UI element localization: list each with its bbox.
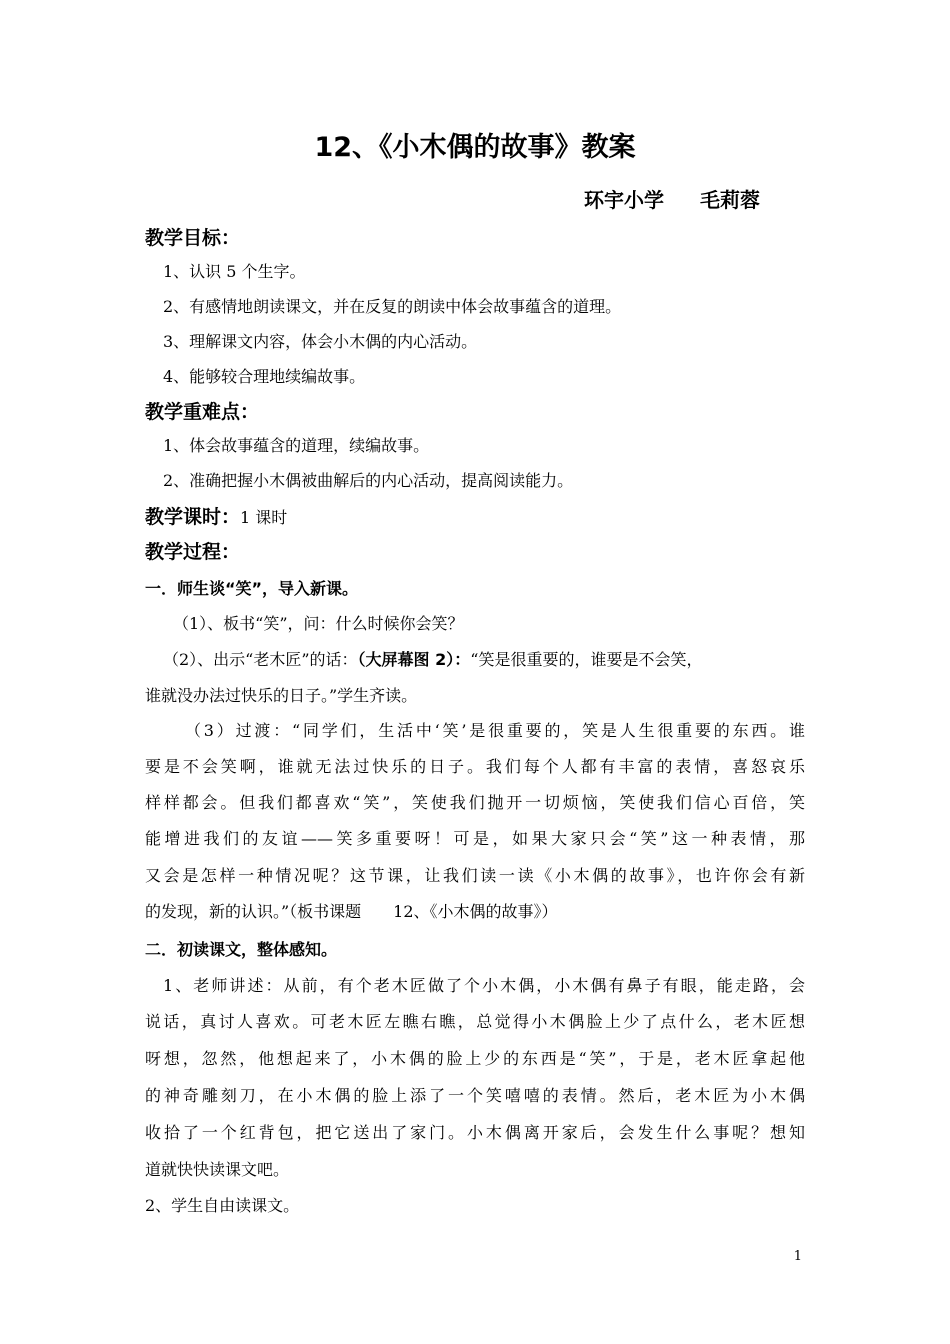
section2-heading: 二．初读课文，整体感知。 <box>145 940 338 959</box>
paragraph-line: 1、老师讲述：从前，有个老木匠做了个小木偶，小木偶有鼻子有眼，能走路，会 <box>163 976 805 995</box>
section1-heading: 一．师生谈“笑”，导入新课。 <box>145 579 359 598</box>
paragraph-line: 呀想，忽然，他想起来了，小木偶的脸上少的东西是“笑”，于是，老木匠拿起他 <box>145 1049 805 1068</box>
paragraph-line: 谁就没办法过快乐的日子。”学生齐读。 <box>145 686 418 705</box>
goal-item: 2、有感情地朗读课文，并在反复的朗读中体会故事蕴含的道理。 <box>163 297 622 316</box>
paragraph: 2、学生自由读课文。 <box>145 1196 300 1215</box>
paragraph-line: 的神奇雕刻刀，在小木偶的脸上添了一个笑嘻嘻的表情。然后，老木匠为小木偶 <box>145 1086 805 1105</box>
paragraph-line: （3）过渡：“同学们，生活中‘笑’是很重要的，笑是人生很重要的东西。谁 <box>185 721 805 740</box>
goal-item: 1、认识 5 个生字。 <box>163 262 306 281</box>
school-name: 环宇小学 <box>584 188 664 212</box>
paragraph-line: 说话，真讨人喜欢。可老木匠左瞧右瞧，总觉得小木偶脸上少了点什么，老木匠想 <box>145 1012 805 1031</box>
hours-line <box>145 503 805 531</box>
paragraph: （1）、板书“笑”，问：什么时候你会笑？ <box>173 614 464 633</box>
paragraph-line: 道就快快读课文吧。 <box>145 1160 290 1179</box>
goal-item: 3、理解课文内容，体会小木偶的内心活动。 <box>163 332 478 351</box>
author-line <box>584 184 760 216</box>
author-name: 毛莉蓉 <box>700 188 760 212</box>
hours-heading: 教学课时： <box>145 506 241 528</box>
paragraph-line: 又会是怎样一种情况呢？这节课，让我们读一读《小木偶的故事》，也许你会有新 <box>145 866 805 885</box>
paragraph-line: 能增进我们的友谊——笑多重要呀！可是，如果大家只会“笑”这一种表情，那 <box>145 829 805 848</box>
key-point-item: 1、体会故事蕴含的道理，续编故事。 <box>163 436 430 455</box>
process-heading: 教学过程： <box>145 541 241 563</box>
key-point-item: 2、准确把握小木偶被曲解后的内心活动，提高阅读能力。 <box>163 471 574 490</box>
document-title: 12、《小木偶的故事》教案 <box>314 132 636 163</box>
paragraph-line: 收拾了一个红背包，把它送出了家门。小木偶离开家后，会发生什么事呢？想知 <box>145 1123 805 1142</box>
goals-heading: 教学目标： <box>145 227 241 249</box>
paragraph-line: 要是不会笑啊，谁就无法过快乐的日子。我们每个人都有丰富的表情，喜怒哀乐 <box>145 757 805 776</box>
paragraph-line: 样样都会。但我们都喜欢“笑”，笑使我们抛开一切烦恼，笑使我们信心百倍，笑 <box>145 793 805 812</box>
paragraph-line: 的发现，新的认识。”（板书课题 12、《小木偶的故事》） <box>145 902 558 921</box>
page-number: 1 <box>793 1249 802 1264</box>
bold-note: （大屏幕图 2）： <box>357 650 471 669</box>
goal-item: 4、能够较合理地续编故事。 <box>163 367 366 386</box>
hours-value: 1 课时 <box>240 508 288 527</box>
paragraph: （2）、出示“老木匠”的话：（大屏幕图 2）：“笑是很重要的，谁要是不会笑， <box>163 650 703 669</box>
key-points-heading: 教学重难点： <box>145 401 260 423</box>
